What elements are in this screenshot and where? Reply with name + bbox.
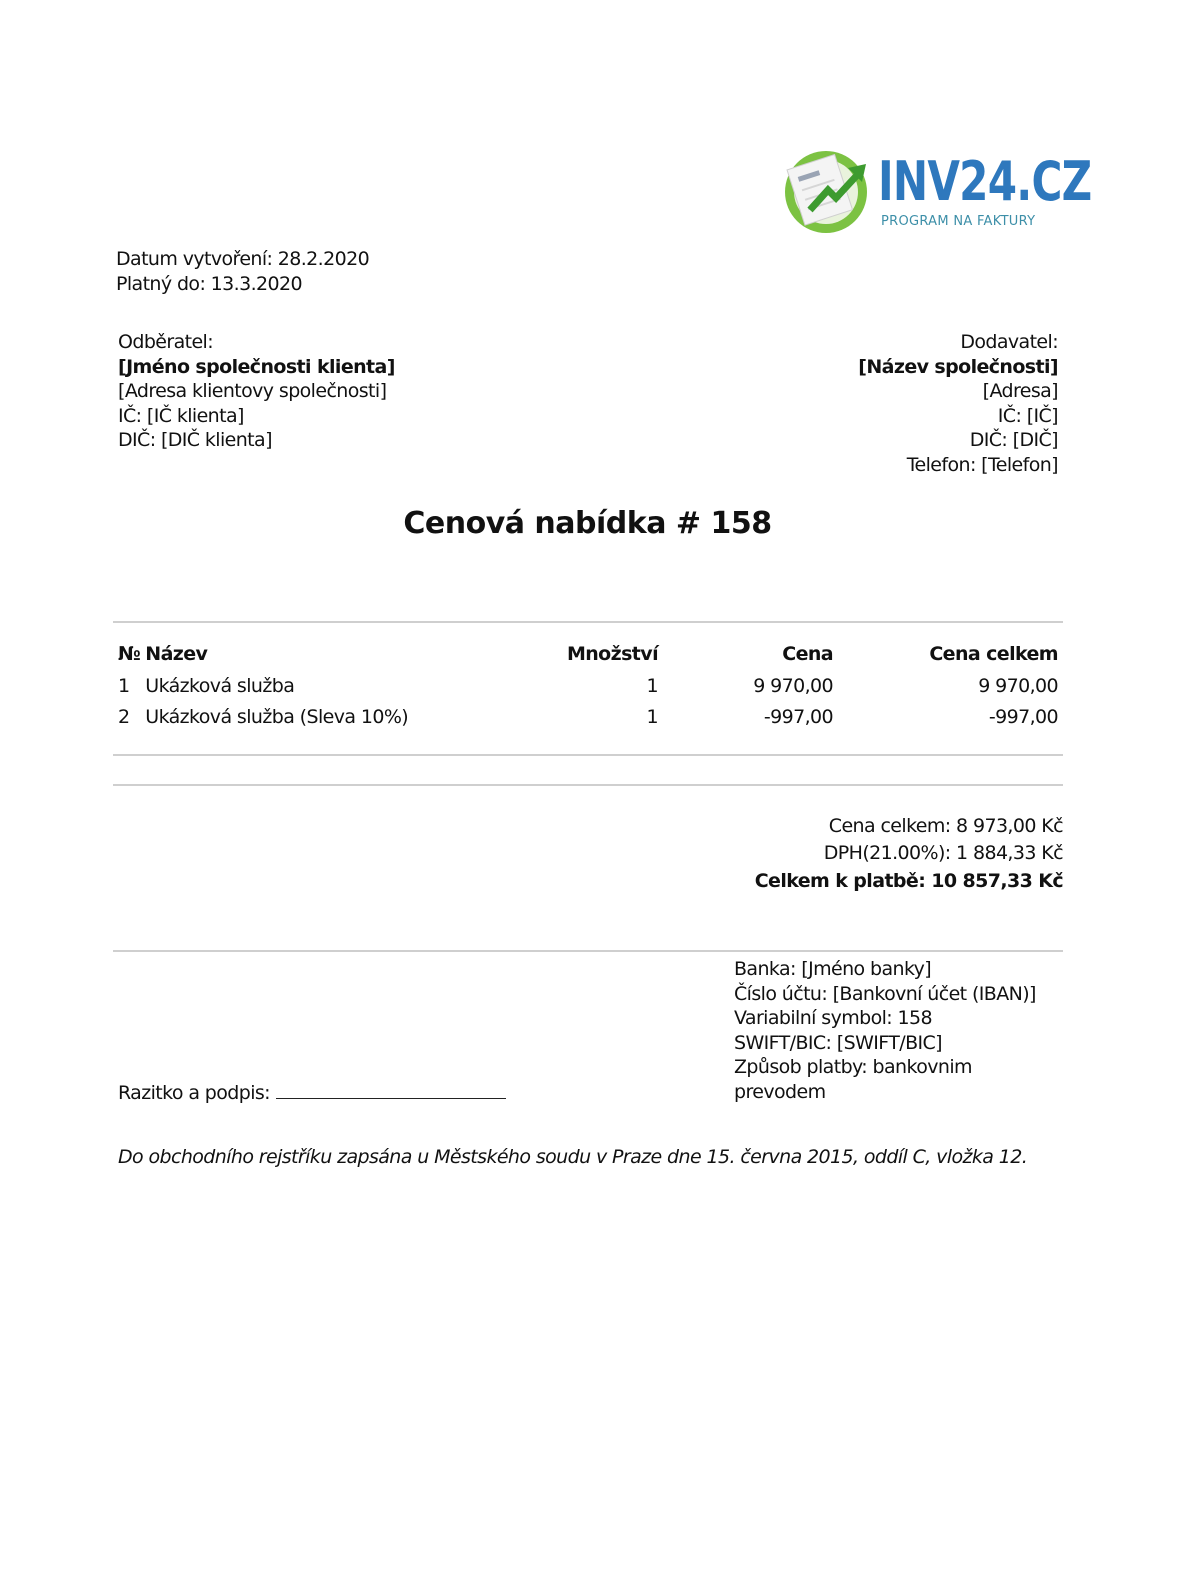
customer-block [118,330,395,453]
totals-block [755,813,1063,895]
col-name: Název [145,643,208,665]
valid-until-date: Platný do: 13.3.2020 [116,272,302,295]
items-table [113,638,1063,732]
col-number: № [118,643,141,665]
logo-wordmark: INV24.CZ [878,150,1092,213]
supplier-ic: IČ: [IČ] [997,404,1058,427]
logo-icon [782,142,877,242]
supplier-label: Dodavatel: [960,331,1058,353]
vat: DPH(21.00%): 1 884,33 Kč [823,842,1063,864]
supplier-dic: DIČ: [DIČ] [969,429,1058,452]
signature-line [276,1080,506,1099]
swift-bic: SWIFT/BIC: [SWIFT/BIC] [734,1031,942,1054]
row-price: -997,00 [763,705,833,728]
account-number: Číslo účtu: [Bankovní účet (IBAN)] [734,982,1036,1005]
row-price: 9 970,00 [753,674,833,697]
supplier-block [858,330,1058,478]
supplier-address: [Adresa] [982,380,1058,403]
row-quantity: 1 [646,674,658,697]
divider [113,950,1063,952]
table-row [113,701,1063,732]
bank-name: Banka: [Jméno banky] [734,958,932,980]
row-number: 1 [118,674,130,697]
supplier-phone: Telefon: [Telefon] [906,453,1058,476]
variable-symbol: Variabilní symbol: 158 [734,1007,932,1030]
col-total: Cena celkem [929,643,1058,665]
registry-note: Do obchodního rejstříku zapsána u Městského soudu v Praze dne 15. června 2015, oddíl C, vložka 12. [118,1146,1028,1168]
table-header-row [113,638,1063,670]
divider [113,784,1063,786]
document-title: Cenová nabídka # 158 [403,506,772,541]
customer-ic: IČ: [IČ klienta] [118,404,244,427]
subtotal: Cena celkem: 8 973,00 Kč [828,815,1063,837]
signature-label: Razitko a podpis: [118,1082,270,1104]
row-quantity: 1 [646,705,658,728]
table-row [113,670,1063,701]
row-total: -997,00 [988,705,1058,728]
row-total: 9 970,00 [978,674,1058,697]
payment-method-cont: prevodem [734,1080,826,1103]
grand-total: Celkem k platbě: 10 857,33 Kč [754,870,1063,892]
supplier-name: [Název společnosti] [858,355,1058,378]
row-name: Ukázková služba (Sleva 10%) [145,705,409,728]
payment-method: Způsob platby: bankovnim [734,1056,972,1079]
divider [113,754,1063,756]
payment-block [734,957,1036,1105]
row-number: 2 [118,705,130,728]
col-price: Cena [782,643,833,665]
customer-name: [Jméno společnosti klienta] [118,355,395,378]
col-quantity: Množství [566,643,658,665]
logo-tagline: PROGRAM NA FAKTURY [881,214,1036,229]
signature-area [118,1080,506,1106]
divider [113,621,1063,623]
customer-address: [Adresa klientovy společnosti] [118,380,387,403]
customer-dic: DIČ: [DIČ klienta] [118,429,272,452]
dates [116,247,369,296]
created-date: Datum vytvoření: 28.2.2020 [116,248,370,270]
customer-label: Odběratel: [118,331,214,353]
row-name: Ukázková služba [145,674,295,697]
